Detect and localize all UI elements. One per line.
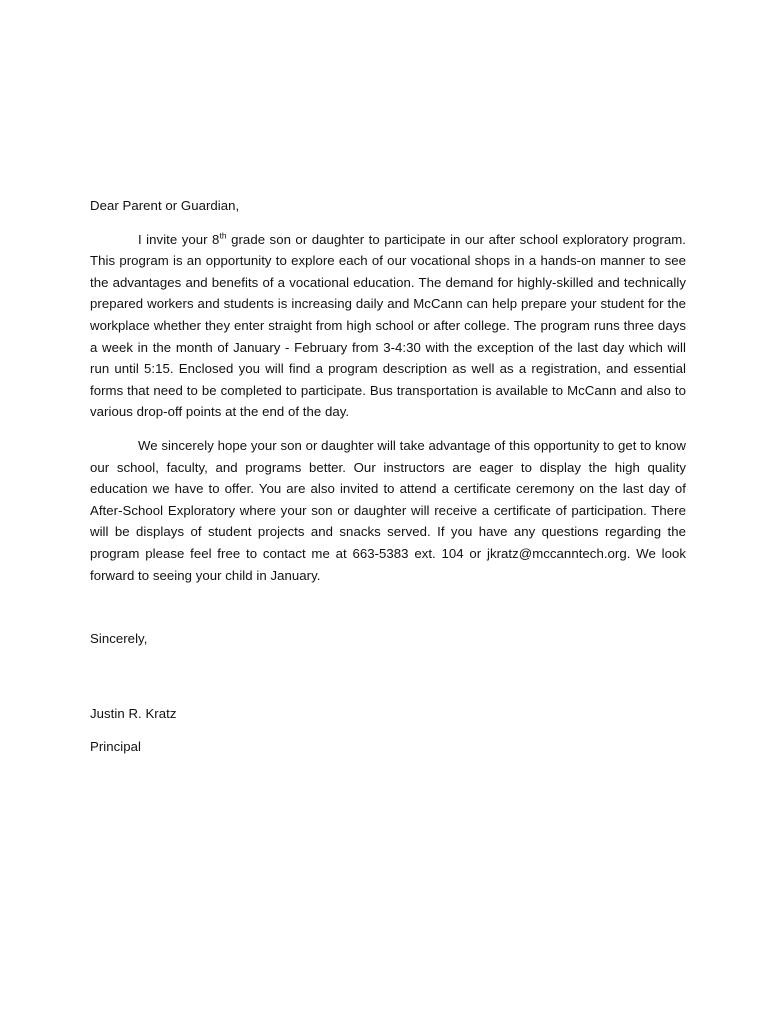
letter-body xyxy=(90,195,686,758)
paragraph-invitation-rest: grade son or daughter to participate in our after school exploratory program. This program is an opportunity to explore each of our vocational shops in a hands-on manner to see the advantages and benefits of a vocational education. The demand for highly-skilled and technically prepared workers and students is increasing daily and McCann can help prepare your student for the workplace whether they enter straight from high school or after college. The program runs three days a week in the month of January - February from 3-4:30 with the exception of the last day which will run until 5:15. Enclosed you will find a program description as well as a registration, and essential forms that need to be completed to participate. Bus transportation is available to McCann and also to various drop-off points at the end of the day. xyxy=(90,231,686,420)
signer-name: Justin R. Kratz xyxy=(90,705,177,721)
signer-title: Principal xyxy=(90,739,142,755)
salutation: Dear Parent or Guardian, xyxy=(90,198,240,213)
ordinal-superscript: th xyxy=(219,230,227,241)
paragraph-hope: We sincerely hope your son or daughter will take advantage of this opportunity to get to know our school, faculty, and programs better. Our instructors are eager to display the high quality education we have to offer. You are also invited to attend a certificate ceremony on the last day of After-School Exploratory where your son or daughter will receive a certificate of participation. There will be displays of student projects and snacks served. If you have any questions regarding the program please feel free to contact me at 663-5383 ext. 104 or jkratz@mccanntech.org. We look forward to seeing your child in January. xyxy=(90,437,686,583)
closing: Sincerely, xyxy=(90,631,148,647)
paragraph-invitation xyxy=(90,229,686,423)
paragraph-invitation-lead: I invite your 8 xyxy=(138,231,220,247)
